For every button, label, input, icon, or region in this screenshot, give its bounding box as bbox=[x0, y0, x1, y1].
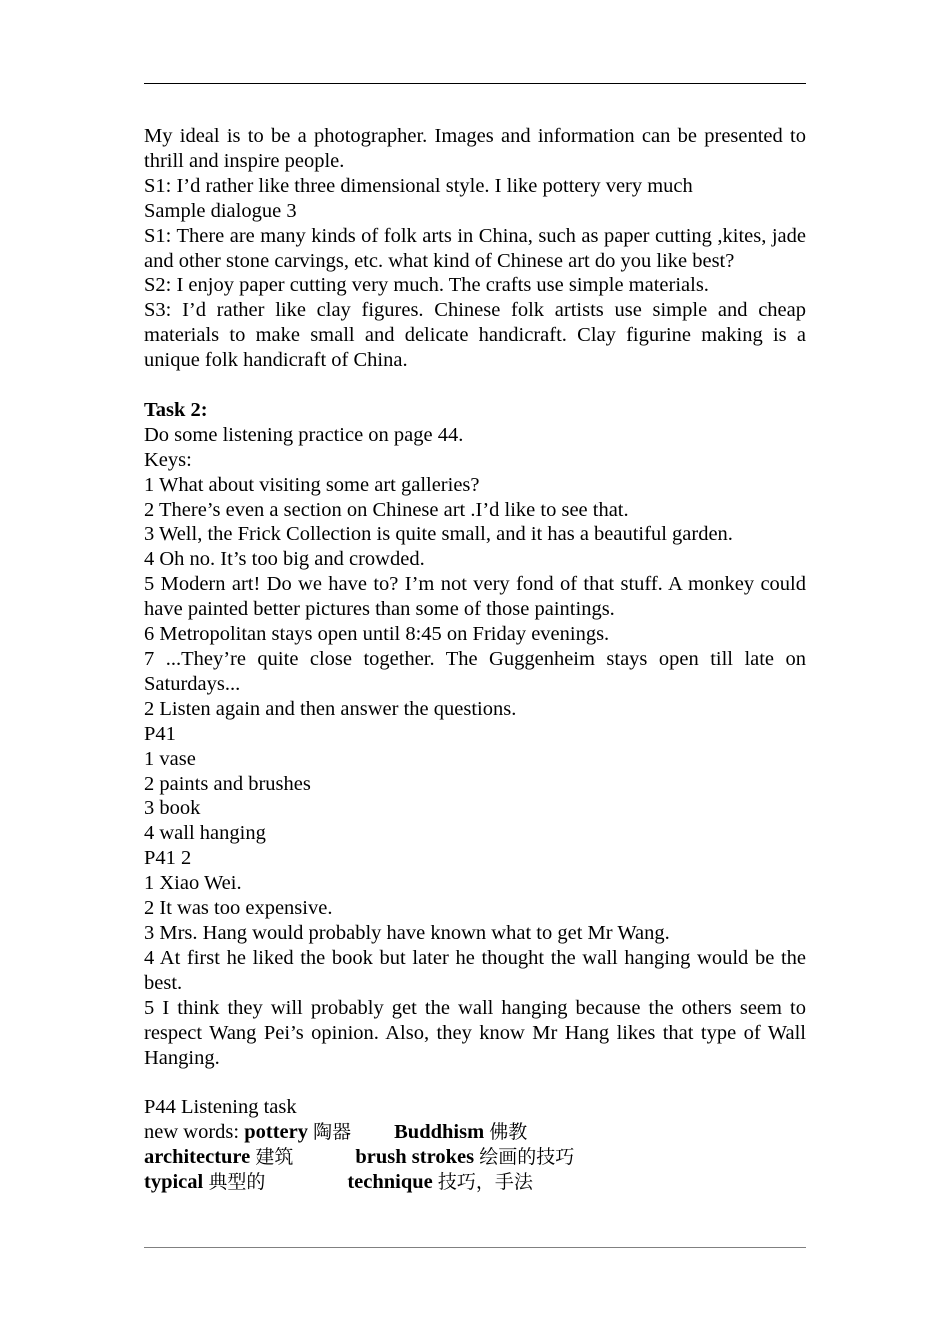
vocab-row bbox=[144, 1145, 806, 1170]
header-rule bbox=[144, 83, 806, 84]
task2-line: 3 book bbox=[144, 797, 201, 820]
vocab-term: brush strokes bbox=[355, 1146, 475, 1169]
task2-line: 5 Modern art! Do we have to? I’m not very fond of that stuff. A monkey could have painted better pictures than some of those paintings. bbox=[144, 573, 806, 621]
paragraph: S1: There are many kinds of folk arts in China, such as paper cutting ,kites, jade and other stone carvings, etc. what kind of Chinese art do you like best? bbox=[144, 224, 806, 272]
task2-line: 3 Well, the Frick Collection is quite small, and it has a beautiful garden. bbox=[144, 523, 733, 546]
vocab-term: architecture bbox=[144, 1146, 251, 1169]
paragraph: S3: I’d rather like clay figures. Chinese folk artists use simple and cheap materials to make small and delicate handicraft. Clay figurine making is a unique folk handicraft of China. bbox=[144, 299, 806, 372]
paragraph: My ideal is to be a photographer. Images and information can be presented to thrill and inspire people. bbox=[144, 125, 806, 172]
task2-line: P41 2 bbox=[144, 847, 192, 870]
vocab-term: typical bbox=[144, 1171, 204, 1194]
task2-line: 6 Metropolitan stays open until 8:45 on Friday evenings. bbox=[144, 623, 610, 646]
task2-heading: Task 2: bbox=[144, 398, 208, 421]
paragraph: Sample dialogue 3 bbox=[144, 199, 297, 222]
task2-line: 2 There’s even a section on Chinese art .I’d like to see that. bbox=[144, 498, 629, 521]
vocab-translation: 典型的 bbox=[208, 1171, 266, 1194]
vocab-row bbox=[144, 1170, 806, 1195]
task2-line: 7 ...They’re quite close together. The Guggenheim stays open till late on Saturdays... bbox=[144, 648, 806, 695]
vocab-translation: 技巧，手法 bbox=[437, 1171, 533, 1194]
task2-line: 4 Oh no. It’s too big and crowded. bbox=[144, 548, 425, 571]
document-body bbox=[144, 124, 806, 1195]
spacer bbox=[144, 1070, 806, 1095]
task2-line: P41 bbox=[144, 722, 176, 745]
task2-line: 2 It was too expensive. bbox=[144, 897, 333, 920]
task2-line: 1 vase bbox=[144, 747, 196, 770]
paragraph: S1: I’d rather like three dimensional style. I like pottery very much bbox=[144, 174, 693, 197]
vocab-term: Buddhism bbox=[394, 1121, 485, 1144]
task2-line: 2 Listen again and then answer the questions. bbox=[144, 697, 517, 720]
task2-line: 5 I think they will probably get the wall hanging because the others seem to respect Wang Pei’s opinion. Also, they know Mr Hang likes that type of Wall Hanging. bbox=[144, 996, 806, 1069]
footer-rule bbox=[144, 1247, 806, 1248]
task2-line: 4 wall hanging bbox=[144, 822, 266, 845]
vocab-term: technique bbox=[347, 1171, 433, 1194]
task2-line: Keys: bbox=[144, 448, 192, 471]
task2-line: 4 At first he liked the book but later he thought the wall hanging would be the best. bbox=[144, 946, 806, 994]
vocab-term: pottery bbox=[244, 1121, 308, 1144]
vocab-prefix: new words: bbox=[144, 1121, 245, 1144]
task2-line: 1 Xiao Wei. bbox=[144, 872, 242, 895]
vocab-translation: 陶器 bbox=[313, 1121, 352, 1144]
vocab-translation: 佛教 bbox=[489, 1121, 528, 1144]
task2-line: 3 Mrs. Hang would probably have known what to get Mr Wang. bbox=[144, 921, 670, 944]
task2-line: Do some listening practice on page 44. bbox=[144, 423, 464, 446]
paragraph: S2: I enjoy paper cutting very much. The crafts use simple materials. bbox=[144, 274, 709, 297]
vocab-row bbox=[144, 1120, 806, 1145]
task2-line: 2 paints and brushes bbox=[144, 772, 311, 795]
vocab-translation: 绘画的技巧 bbox=[479, 1146, 575, 1169]
task2-line: 1 What about visiting some art galleries? bbox=[144, 473, 480, 496]
listening-heading: P44 Listening task bbox=[144, 1096, 297, 1119]
spacer bbox=[144, 373, 806, 398]
vocab-translation: 建筑 bbox=[255, 1146, 294, 1169]
